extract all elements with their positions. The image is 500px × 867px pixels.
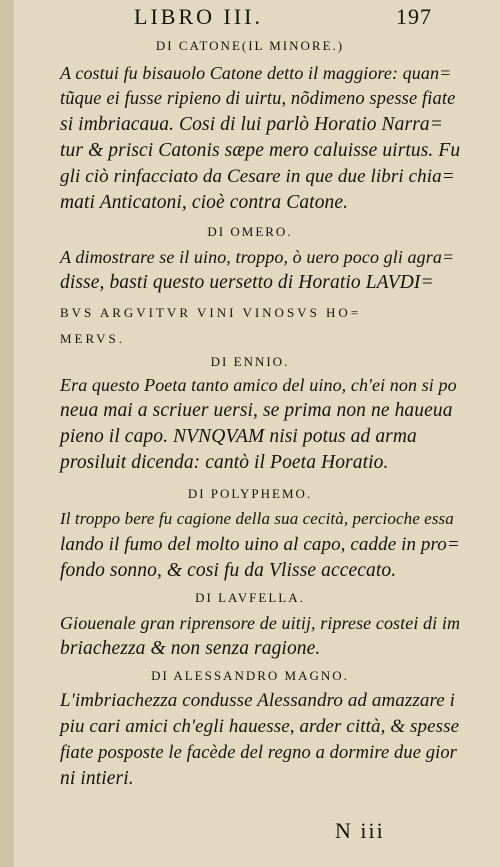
page-number: 197 [396, 4, 432, 29]
body-line: piu cari amici ch'egli hauesse, arder città, & spesse [60, 716, 460, 737]
body-line: si imbriacaua. Cosi di lui parlò Horatio Narra= [60, 114, 443, 135]
body-line: prosiluit dicenda: cantò il Poeta Horatio. [60, 452, 389, 473]
body-line: MERVS. [60, 331, 125, 346]
running-head [134, 4, 434, 34]
section-heading-polyphemo: DI POLYPHEMO. [187, 486, 313, 501]
body-line: lando il fumo del molto uino al capo, cadde in pro= [60, 534, 460, 555]
body-line: neua mai a scriuer uersi, se prima non ne haueua [60, 400, 453, 421]
body-line: fondo sonno, & cosi fu da Vlisse accecato. [60, 560, 397, 581]
body-line: Era questo Poeta tanto amico del uino, ch'ei non si po [60, 375, 457, 395]
body-line: tũque ei fusse ripieno di uirtu, nõdimeno spesse fiate [60, 89, 456, 109]
body-line: briachezza & non senza ragione. [60, 638, 321, 659]
section-heading-ennio: DI ENNIO. [210, 354, 290, 369]
body-line: A dimostrare se il uino, troppo, ò uero poco gli agra= [60, 247, 455, 267]
body-line: pieno il capo. NVNQVAM nisi potus ad arma [60, 426, 417, 447]
section-heading-catone: DI CATONE(IL MINORE.) [155, 38, 345, 53]
body-line: A costui fu bisauolo Catone detto il maggiore: quan= [60, 63, 452, 83]
body-line: L'imbriachezza condusse Alessandro ad amazzare i [60, 690, 456, 711]
body-line: mati Anticatoni, cioè contra Catone. [60, 192, 349, 213]
running-title: LIBRO III. [134, 4, 263, 29]
signature-mark: N iii [335, 818, 385, 843]
body-line: Il troppo bere fu cagione della sua cecità, percioche essa [60, 509, 454, 528]
body-line: BVS ARGVITVR VINI VINOSVS HO= [60, 305, 362, 320]
page-gutter-shadow [0, 0, 14, 867]
body-line: tur & prisci Catonis sæpe mero caluisse uirtus. Fu [60, 140, 461, 161]
section-heading-alessandro: DI ALESSANDRO MAGNO. [151, 668, 349, 683]
section-heading-laufella: DI LAVFELLA. [195, 590, 305, 605]
body-line: disse, basti questo uersetto di Horatio LAVDI= [60, 272, 434, 293]
body-line: Giouenale gran riprensore de uitij, riprese costei di im [60, 613, 461, 633]
section-heading-omero: DI OMERO. [207, 224, 293, 239]
body-line: fiate posposte le facède del regno a dormire due gior [60, 743, 457, 763]
body-line: ni intieri. [60, 768, 134, 789]
body-line: gli ciò rinfacciato da Cesare in que due libri chia= [60, 166, 455, 187]
